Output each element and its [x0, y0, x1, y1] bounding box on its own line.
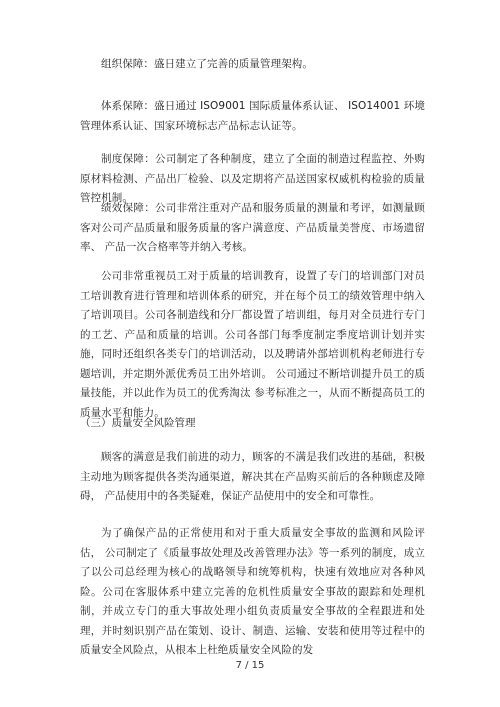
section-heading: （三）质量安全风险管理 [80, 417, 196, 429]
page-number: 7 / 15 [235, 660, 265, 671]
paragraph-text: 体系保障：盛日通过 ISO9001 国际质量体系认证、 ISO14001 环境管理体系认证、国家环境标志产品标志认证等。 [80, 100, 425, 132]
paragraph-text: 绩效保障：公司非常注重对产品和服务质量的测量和考评，如测量顾客对公司产品质量和服务质量的客户满意度、产品质量美誉度、市场遗留率、 产品一次合格率等并纳入考核。 [80, 202, 425, 253]
paragraph-text: 制度保障：公司制定了各种制度，建立了全面的制造过程监控、外购原材料检测、产品出厂检验、以及定期将产品送国家权威机构检验的质量管控机制。 [80, 153, 425, 204]
paragraph-risk-management [80, 524, 425, 661]
paragraph-text: 组织保障：盛日建立了完善的质量管理架构。 [101, 58, 313, 70]
paragraph-text: 顾客的满意是我们前进的动力，顾客的不满是我们改进的基础，积极主动地为顾客提供各类沟通渠道，解决其在产品购买前后的各种顾虑及障碍， 产品使用中的各类疑难，保证产品使用中的安全和可靠性。 [80, 451, 425, 502]
paragraph-customer [80, 448, 425, 507]
paragraph-organization [80, 55, 425, 75]
paragraph-performance [80, 199, 425, 258]
paragraph-text: 为了确保产品的正常使用和对于重大质量安全事故的监测和风险评估， 公司制定了《质量事故处理及改善管理办法》等一系列的制度，成立了以公司总经理为核心的战略领导和统筹机构，快速有效地应对各种风险。公司在客服体系中建立完善的危机性质量安全事故的跟踪和处理机制，并成立专门的重大事故处理小组负责质量安全事故的全程跟进和处理，并时刻识别产品在策划、设计、制造、运输、安装和使用等过程中的质量安全风险点，从根本上杜绝质量安全风险的发 [80, 527, 425, 656]
paragraph-system [80, 97, 425, 136]
paragraph-training [80, 267, 425, 423]
paragraph-text: 公司非常重视员工对于质量的培训教育，设置了专门的培训部门对员工培训教育进行管理和培训体系的研究，并在每个员工的绩效管理中纳入了培训项目。公司各制造线和分厂都设置了培训组，每月对全员进行专门的工艺、产品和质量的培训。公司各部门每季度制定季度培训计划并实施，同时还组织各类专门的培训活动，以及聘请外部培训机构老师进行专题培训，并定期外派优秀员工出外培训。 公司通过不断培训提升员工的质量技能，并以此作为员工的优秀淘汰 参考标准之一，从而不断提高员工的质量水平和能力。 [80, 270, 425, 419]
